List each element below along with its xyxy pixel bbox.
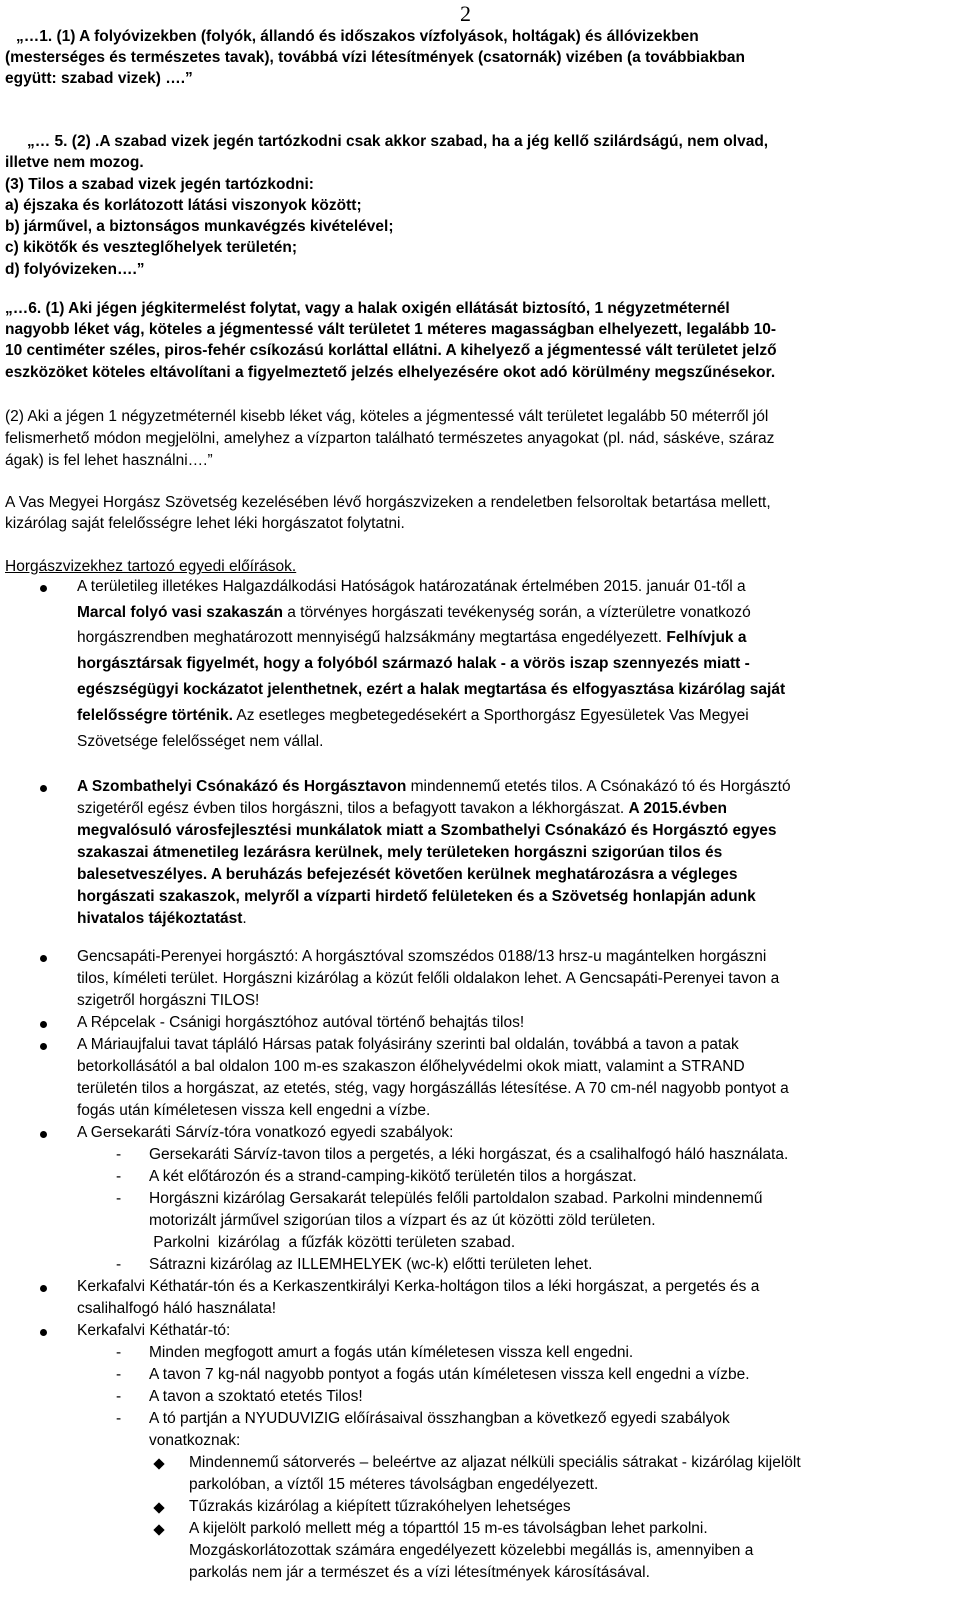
- b2-line-2: [77, 800, 727, 818]
- page-number: 2: [460, 1, 471, 26]
- b2-line-7-dot: .: [242, 910, 247, 927]
- b8-dash-2: -: [116, 1366, 122, 1383]
- b6-line: A Gersekaráti Sárvíz-tóra vonatkozó egyedi szabályok:: [77, 1124, 454, 1141]
- b5-line-4: fogás után kíméletesen vissza kell engedni a vízbe.: [77, 1102, 431, 1119]
- b2-bold-szombathelyi: A Szombathelyi Csónakázó és Horgásztavon: [77, 778, 407, 795]
- b6-dash-2: -: [116, 1168, 122, 1185]
- b8-sub-3-line-1: A kijelölt parkoló mellett még a tóparttól 15 m-es távolságban lehet parkolni.: [189, 1520, 708, 1537]
- sec6-2-line-1: (2) Aki a jégen 1 négyzetméternél kisebb léket vág, köteles a jégmentessé vált területet legalább 50 méterről jól: [5, 408, 769, 425]
- b8-item-4-line-2: vonatkoznak:: [149, 1432, 241, 1449]
- sec1-line-2: (mesterséges és természetes tavak), továbbá vízi létesítmények (csatornák) vizében (a továbbiakban: [5, 49, 746, 66]
- b5-line-2: betorkollásától a bal oldalon 100 m-es szakaszon élőhelyvédelmi okok miatt, valamint a STRAND: [77, 1058, 745, 1075]
- b3-line-1: Gencsapáti-Perenyei horgásztó: A horgásztóval szomszédos 0188/13 hrsz-u magántelken horgászni: [77, 948, 767, 965]
- b1-bold-felelossegre: felelősségre történik.: [77, 707, 233, 724]
- bullet-8-icon: [40, 1329, 47, 1336]
- sec5-line-4: a) éjszaka és korlátozott látási viszonyok között;: [5, 197, 362, 214]
- b1-line-7: Szövetsége felelősséget nem vállal.: [77, 733, 324, 750]
- b6-item-2: A két előtározón és a strand-camping-kikötő területén tilos a horgászat.: [149, 1168, 637, 1185]
- bullet-1-icon: [40, 585, 47, 592]
- b8-item-4-line-1: A tó partján a NYUDUVIZIG előírásaival összhangban a következő egyedi szabályok: [149, 1410, 730, 1427]
- sec6-2-line-2: felismerhető módon megjelölni, amelyhez a vízparton található természetes anyagokat (pl. nád, sáskéve, száraz: [5, 430, 775, 447]
- b6-dash-1: -: [116, 1146, 122, 1163]
- vas-line-2: kizárólag saját felelősségre lehet léki horgászatot folytatni.: [5, 515, 405, 532]
- vas-line-1: A Vas Megyei Horgász Szövetség kezelésében lévő horgászvizeken a rendeletben felsoroltak betartása mellett,: [5, 494, 771, 511]
- sec5-line-2: illetve nem mozog.: [5, 154, 144, 171]
- diamond-3-icon: [153, 1524, 164, 1535]
- b2-bold-2015: A 2015.évben: [628, 800, 727, 817]
- b6-item-3-line-2: motorizált járművel szigorúan tilos a vízpart és az út közötti zöld területen.: [149, 1212, 656, 1229]
- b1-bold-marcal: Marcal folyó vasi szakaszán: [77, 604, 283, 621]
- b2-line-7: [77, 910, 247, 928]
- b1-line-3: [77, 629, 746, 647]
- sec1-line-1: „…1. (1) A folyóvizekben (folyók, állandó és időszakos vízfolyások, holtágak) és állóvizekben: [16, 28, 699, 45]
- sec5-line-3: (3) Tilos a szabad vizek jegén tartózkodni:: [5, 176, 314, 193]
- b1-bold-felhivjuk: Felhívjuk a: [666, 629, 747, 646]
- b6-item-3-line-1: Horgászni kizárólag Gersakarát település felőli partoldalon szabad. Parkolni mindennemű: [149, 1190, 763, 1207]
- b5-line-1: A Máriaujfalui tavat tápláló Hársas patak folyásirány szerinti bal oldalán, továbbá a tavon a patak: [77, 1036, 739, 1053]
- sec6-2-line-3: ágak) is fel lehet használni….”: [5, 452, 213, 469]
- sec5-line-7: d) folyóvizeken….”: [5, 261, 145, 278]
- b1-line-3-start: horgászrendben meghatározott mennyiségű halzsákmány megtartása engedélyezett.: [77, 629, 667, 646]
- sec1-line-3: együtt: szabad vizek) ….”: [5, 70, 193, 87]
- b1-line-6-rest: Az esetleges megbetegedésekért a Sporthorgász Egyesületek Vas Megyei: [232, 707, 749, 724]
- b2-bold-hivatalos: hivatalos tájékoztatást: [77, 910, 243, 927]
- b8-sub-3-line-2: Mozgáskorlátozottak számára engedélyezett közelebbi megállás is, amennyiben a: [189, 1542, 754, 1559]
- sec5-line-1: „… 5. (2) .A szabad vizek jegén tartózkodni csak akkor szabad, ha a jég kellő szilárdságú, nem olvad,: [27, 133, 769, 150]
- b1-line-2: [77, 604, 751, 622]
- b6-item-4: Sátrazni kizárólag az ILLEMHELYEK (wc-k) előtti területen lehet.: [149, 1256, 593, 1273]
- b8-dash-3: -: [116, 1388, 122, 1405]
- sec5-line-6: c) kikötők és veszteglőhelyek területén;: [5, 239, 298, 256]
- bullet-3-icon: [40, 955, 47, 962]
- rules-heading: Horgászvizekhez tartozó egyedi előírások.: [5, 558, 297, 575]
- b8-line: Kerkafalvi Kéthatár-tó:: [77, 1322, 231, 1339]
- b6-dash-3: -: [116, 1190, 122, 1207]
- b7-line-2: csalihalfogó háló használata!: [77, 1300, 277, 1317]
- b8-sub-3-line-3: parkolás nem jár a természet és a vízi létesítmények károsításával.: [189, 1564, 650, 1581]
- b8-item-1: Minden megfogott amurt a fogás után kíméletesen vissza kell engedni.: [149, 1344, 634, 1361]
- b1-line-6: [77, 707, 749, 725]
- b2-line-1-rest: mindennemű etetés tilos. A Csónakázó tó és Horgásztó: [406, 778, 791, 795]
- sec6-line-3: 10 centiméter széles, piros-fehér csíkozású korláttal ellátni. A kihelyező a jégmentessé vált területet jelző: [5, 342, 777, 359]
- b2-line-6: horgászati szakaszok, melyről a vízparti hirdető felületeken és a Szövetség honlapján adunk: [77, 888, 756, 905]
- diamond-2-icon: [153, 1502, 164, 1513]
- b5-line-3: területén tilos a horgászat, az etetés, stég, vagy horgászállás létesítése. A 70 cm-nél nagyobb pontyot a: [77, 1080, 789, 1097]
- bullet-7-icon: [40, 1285, 47, 1292]
- b2-line-2-start: szigetéről egész évben tilos horgászni, tilos a befagyott tavakon a lékhorgászat.: [77, 800, 629, 817]
- sec5-line-5: b) járművel, a biztonságos munkavégzés kivételével;: [5, 218, 394, 235]
- b3-line-3: szigetről horgászni TILOS!: [77, 992, 260, 1009]
- diamond-1-icon: [153, 1458, 164, 1469]
- b2-line-4: szakaszai átmenetileg lezárásra kerülnek, mely területeken horgászni szigorúan tilos és: [77, 844, 723, 861]
- b8-sub-2: Tűzrakás kizárólag a kiépített tűzrakóhelyen lehetséges: [189, 1498, 571, 1515]
- bullet-5-icon: [40, 1043, 47, 1050]
- sec6-line-1: „…6. (1) Aki jégen jégkitermelést folytat, vagy a halak oxigén ellátását biztosító, 1 négyzetméternél: [5, 300, 730, 317]
- b8-sub-1-line-2: parkolóban, a víztől 15 méteres távolságban engedélyezett.: [189, 1476, 599, 1493]
- b1-line-4: horgásztársak figyelmét, hogy a folyóból származó halak - a vörös iszap szennyezés miatt -: [77, 655, 750, 672]
- b8-dash-1: -: [116, 1344, 122, 1361]
- b2-line-1: [77, 778, 791, 796]
- b1-line-1: A területileg illetékes Halgazdálkodási Hatóságok határozatának értelmében 2015. január 01-től a: [77, 578, 746, 595]
- bullet-2-icon: [40, 785, 47, 792]
- b8-item-2: A tavon 7 kg-nál nagyobb pontyot a fogás után kíméletesen vissza kell engedni a vízbe.: [149, 1366, 750, 1383]
- b2-line-5: balesetveszélyes. A beruházás befejezését követően kerülnek meghatározásra a végleges: [77, 866, 738, 883]
- b1-line-5: egészségügyi kockázatot jelenthetnek, ezért a halak megtartása és elfogyasztása kizárólag saját: [77, 681, 786, 698]
- b8-dash-4: -: [116, 1410, 122, 1427]
- b8-item-3: A tavon a szoktató etetés Tilos!: [149, 1388, 363, 1405]
- b1-line-2-rest: a törvényes horgászati tevékenység során, a vízterületre vonatkozó: [282, 604, 751, 621]
- b8-sub-1-line-1: Mindennemű sátorverés – beleértve az aljazat nélküli speciális sátrakat - kizárólag kijelölt: [189, 1454, 801, 1471]
- b4-line: A Répcelak - Csánigi horgásztóhoz autóval történő behajtás tilos!: [77, 1014, 525, 1031]
- b2-line-3: megvalósuló városfejlesztési munkálatok miatt a Szombathelyi Csónakázó és Horgásztó egyes: [77, 822, 777, 839]
- b6-item-3-line-3: Parkolni kizárólag a fűzfák közötti területen szabad.: [149, 1234, 516, 1251]
- b6-dash-4: -: [116, 1256, 122, 1273]
- b6-item-1: Gersekaráti Sárvíz-tavon tilos a pergetés, a léki horgászat, és a csalihalfogó háló használata.: [149, 1146, 789, 1163]
- b3-line-2: tilos, kíméleti terület. Horgászni kizárólag a közút felőli oldalakon lehet. A Gencsapáti-Perenyei tavon a: [77, 970, 780, 987]
- bullet-4-icon: [40, 1021, 47, 1028]
- sec6-line-4: eszközöket köteles eltávolítani a figyelmeztető jelzés elhelyezésére okot adó körülmény megszűnésekor.: [5, 364, 776, 381]
- bullet-6-icon: [40, 1131, 47, 1138]
- sec6-line-2: nagyobb léket vág, köteles a jégmentessé vált területet 1 méteres magasságban elhelyezett, legalább 10-: [5, 321, 777, 338]
- b7-line-1: Kerkafalvi Kéthatár-tón és a Kerkaszentkirályi Kerka-holtágon tilos a léki horgászat, a pergetés és a: [77, 1278, 760, 1295]
